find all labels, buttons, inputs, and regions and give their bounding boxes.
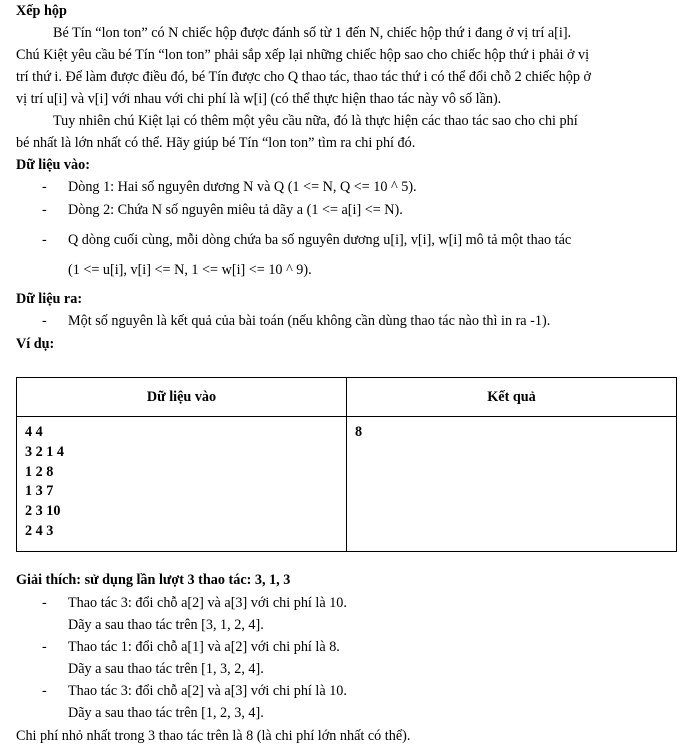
input-heading: Dữ liệu vào: xyxy=(16,157,90,173)
bullet-dash: - xyxy=(42,683,47,699)
explanation-step-3: Thao tác 3: đổi chỗ a[2] và a[3] với chi phí là 10. xyxy=(68,683,347,699)
input-column-header: Dữ liệu vào xyxy=(17,378,347,417)
input-cell xyxy=(17,417,347,552)
explanation-step-1: Thao tác 3: đổi chỗ a[2] và a[3] với chi phí là 10. xyxy=(68,595,347,611)
input-item-2: Dòng 2: Chứa N số nguyên miêu tả dãy a (1 <= a[i] <= N). xyxy=(68,202,403,218)
example-heading: Ví dụ: xyxy=(16,336,55,352)
bullet-dash: - xyxy=(42,179,47,195)
input-line: 1 3 7 xyxy=(25,483,54,500)
output-heading: Dữ liệu ra: xyxy=(16,291,83,307)
bullet-dash: - xyxy=(42,202,47,218)
bullet-dash: - xyxy=(42,639,47,655)
output-line: 8 xyxy=(355,424,363,440)
statement-line-1: Bé Tín “lon ton” có N chiếc hộp được đánh số từ 1 đến N, chiếc hộp thứ i đang ở vị trí a[i]. xyxy=(53,25,572,41)
input-line: 3 2 1 4 xyxy=(25,443,65,460)
input-item-1: Dòng 1: Hai số nguyên dương N và Q (1 <= N, Q <= 10 ^ 5). xyxy=(68,179,417,195)
explanation-step-2-result: Dãy a sau thao tác trên [1, 3, 2, 4]. xyxy=(68,661,264,677)
input-line: 4 4 xyxy=(25,424,43,440)
input-item-3: Q dòng cuối cùng, mỗi dòng chứa ba số nguyên dương u[i], v[i], w[i] mô tả một thao tác xyxy=(68,232,572,248)
output-column-header: Kết quả xyxy=(347,378,677,417)
output-item: Một số nguyên là kết quả của bài toán (nếu không cần dùng thao tác nào thì in ra -1). xyxy=(68,313,551,329)
input-line: 2 3 10 xyxy=(25,503,61,520)
output-cell xyxy=(347,417,677,552)
bullet-dash: - xyxy=(42,313,47,329)
bullet-dash: - xyxy=(42,595,47,611)
explanation-conclusion: Chi phí nhỏ nhất trong 3 thao tác trên là 8 (là chi phí lớn nhất có thể). xyxy=(16,728,411,744)
explanation-heading: Giải thích: sử dụng lần lượt 3 thao tác: 3, 1, 3 xyxy=(16,572,291,588)
statement-line-6: bé nhất là lớn nhất có thể. Hãy giúp bé Tín “lon ton” tìm ra chi phí đó. xyxy=(16,135,416,151)
statement-line-3: trí thứ i. Để làm được điều đó, bé Tín được cho Q thao tác, thao tác thứ i có thể đổi chỗ 2 chiếc hộp ở xyxy=(16,69,592,85)
explanation-step-3-result: Dãy a sau thao tác trên [1, 2, 3, 4]. xyxy=(68,705,264,721)
statement-line-5: Tuy nhiên chú Kiệt lại có thêm một yêu cầu nữa, đó là thực hiện các thao tác sao cho chi phí xyxy=(53,113,578,129)
input-line: 2 4 3 xyxy=(25,522,54,539)
explanation-step-1-result: Dãy a sau thao tác trên [3, 1, 2, 4]. xyxy=(68,617,264,633)
input-item-3-continued: (1 <= u[i], v[i] <= N, 1 <= w[i] <= 10 ^ 9). xyxy=(68,262,312,278)
explanation-step-2: Thao tác 1: đổi chỗ a[1] và a[2] với chi phí là 8. xyxy=(68,639,340,655)
problem-title: Xếp hộp xyxy=(16,3,67,19)
example-table xyxy=(16,377,677,552)
input-line: 1 2 8 xyxy=(25,463,54,480)
statement-line-4: vị trí u[i] và v[i] với nhau với chi phí là w[i] (có thể thực hiện thao tác này vô số lần). xyxy=(16,91,502,107)
bullet-dash: - xyxy=(42,232,47,248)
statement-line-2: Chú Kiệt yêu cầu bé Tín “lon ton” phải sắp xếp lại những chiếc hộp sao cho chiếc hộp thứ i phải ở vị xyxy=(16,47,590,63)
